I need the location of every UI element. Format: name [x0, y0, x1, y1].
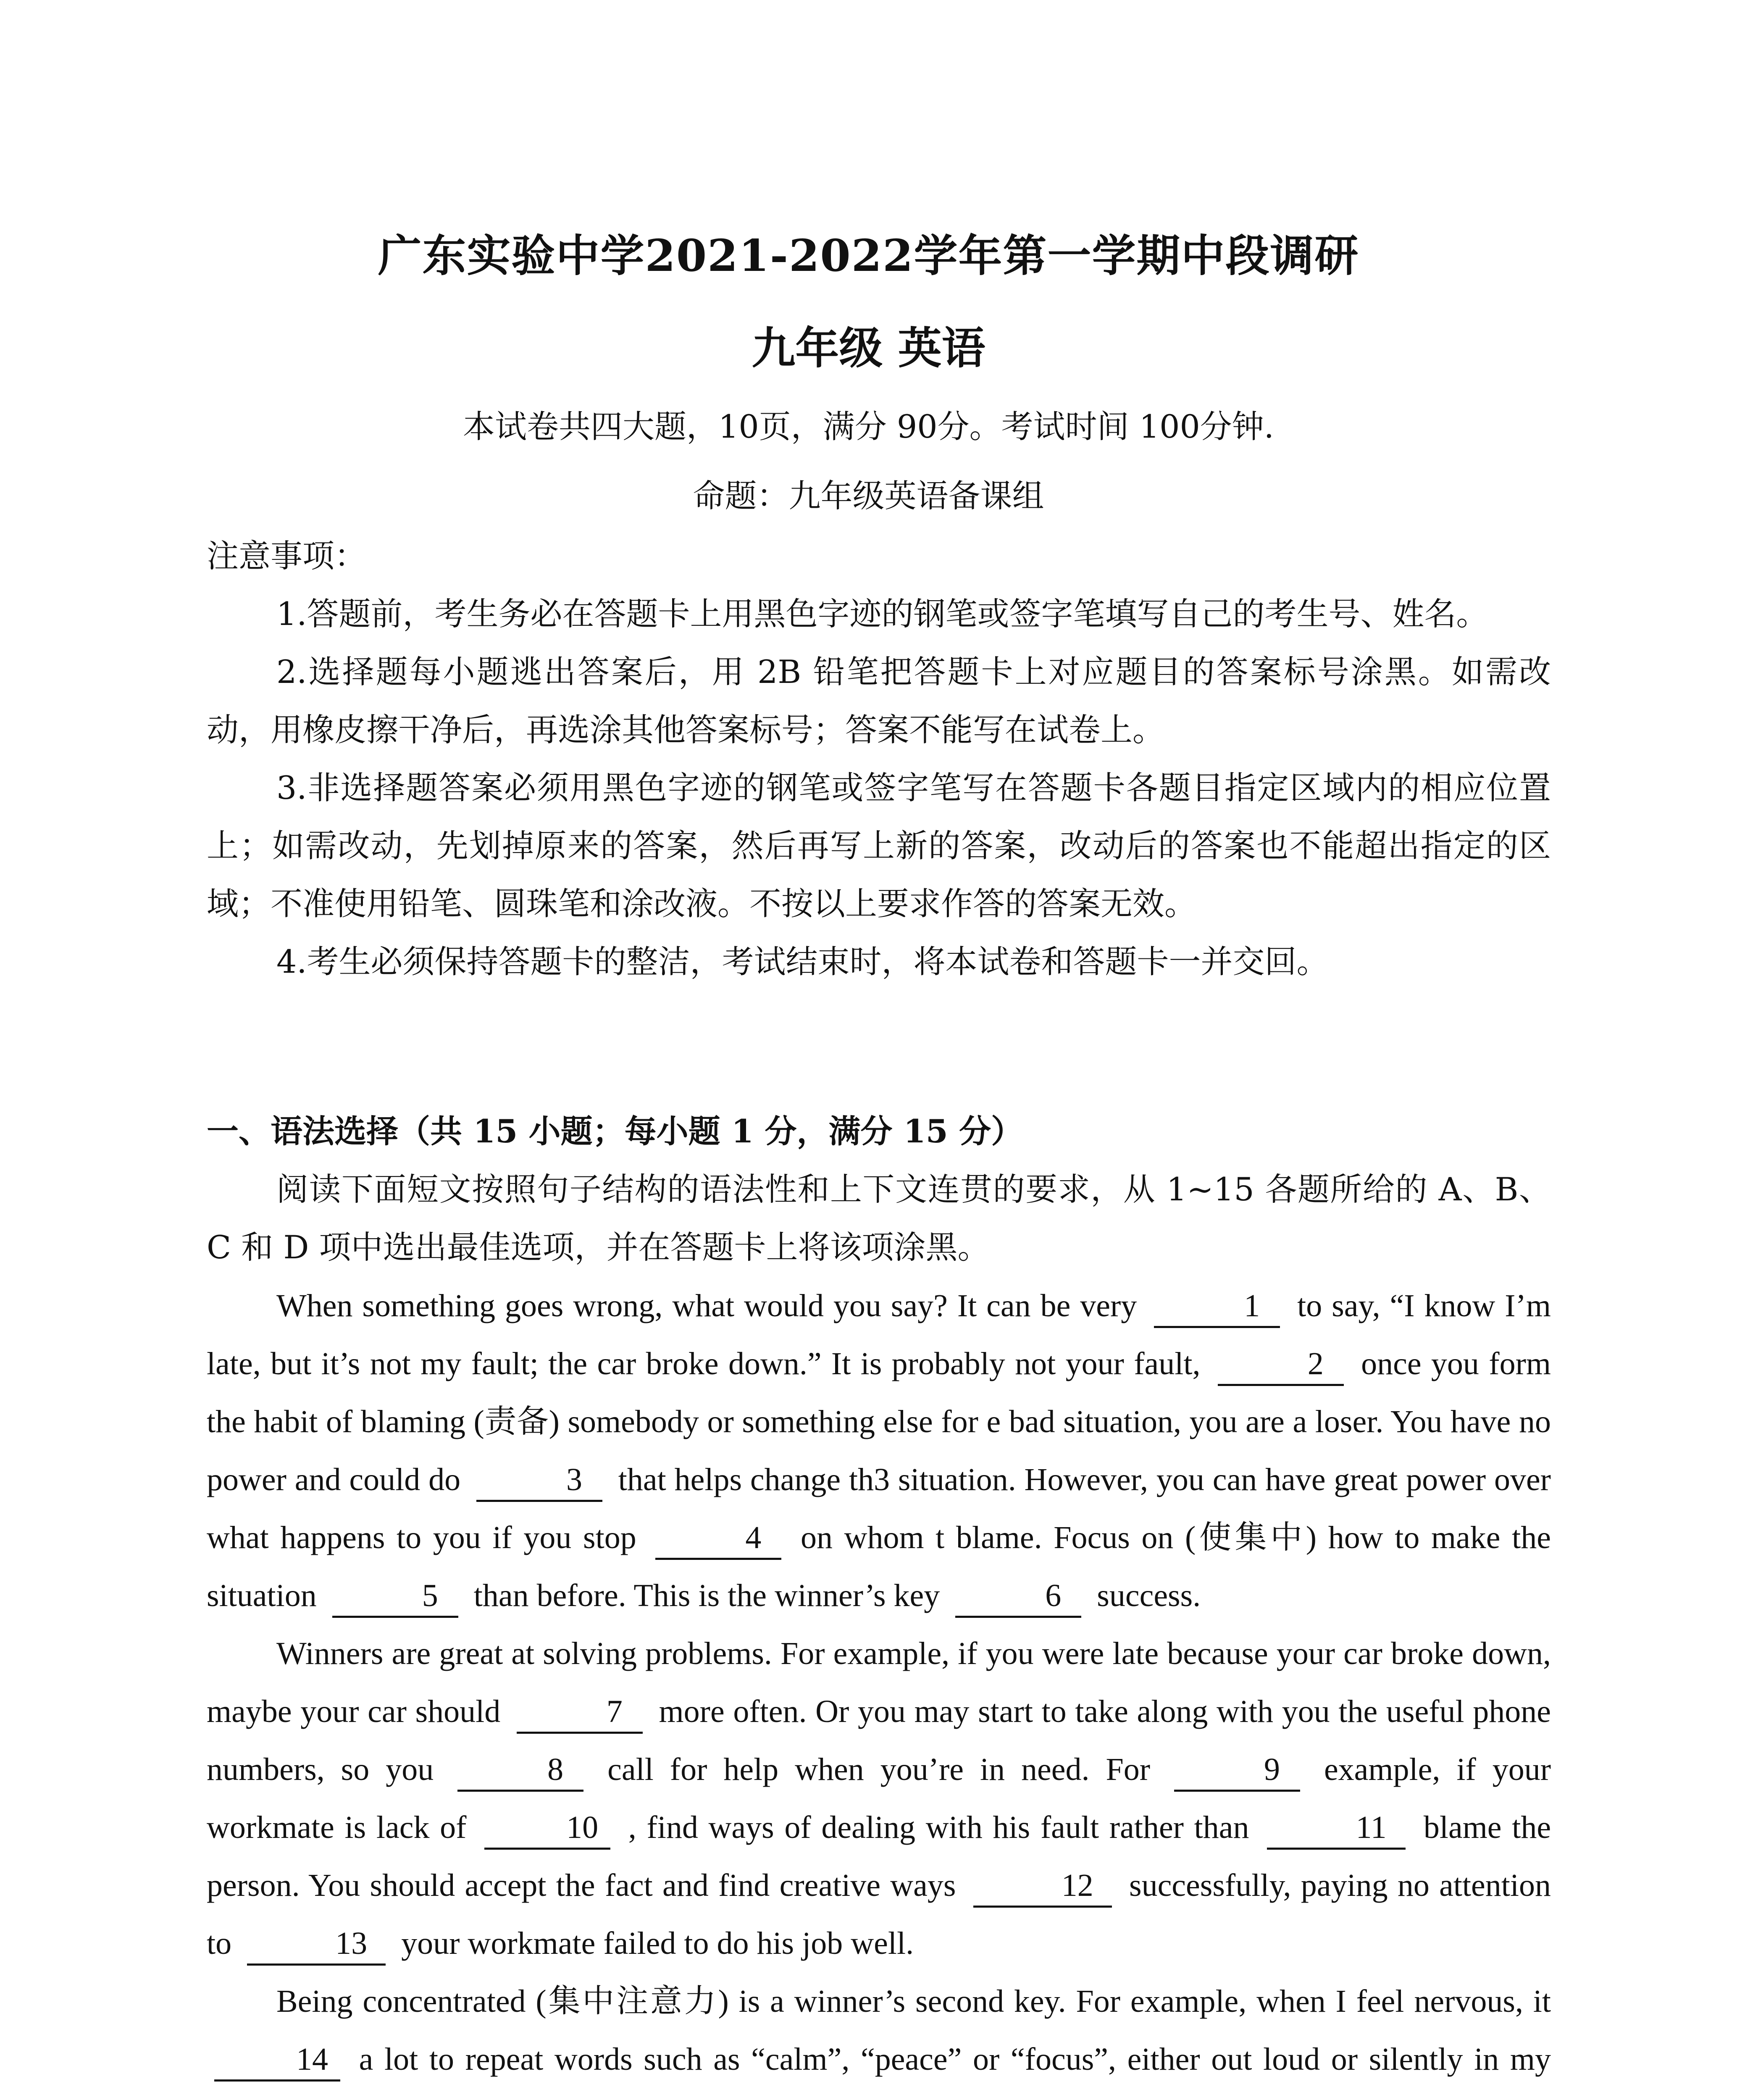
blank-1: 1	[1154, 1286, 1280, 1328]
note-item: 3.非选择题答案必须用黑色字迹的钢笔或签字笔写在答题卡各题目指定区域内的相应位置上；如需改动，先划掉原来的答案，然后再写上新的答案，改动后的答案也不能超出指定的区域；不准使用铅笔、圆珠笔和涂改液。不按以上要求作答的答案无效。	[207, 769, 1551, 922]
blank-4: 4	[655, 1517, 781, 1560]
note-item: 1.答题前，考生务必在答题卡上用黑色字迹的钢笔或签字笔填写自己的考生号、姓名。	[276, 595, 1488, 633]
passage-text: Being concentrated (集中注意力) is a winner’s second key. For example, when I feel nervous, it	[276, 1984, 1551, 2019]
passage-text: more often. Or you may start to take along with you the useful phone numbers, so you	[207, 1694, 1551, 1787]
blank-14: 14	[214, 2039, 340, 2082]
passage-text: successfully, paying no attention to	[207, 1868, 1551, 1961]
exam-subtitle: 九年级 英语	[752, 322, 985, 374]
passage-text: , find ways of dealing with his fault rather than	[628, 1810, 1249, 1845]
passage-paragraph-1	[207, 1277, 1551, 1625]
blank-2: 2	[1218, 1344, 1344, 1386]
passage-text: blame the person. You should accept the fact and find creative ways	[207, 1810, 1551, 1903]
blank-12: 12	[973, 1865, 1112, 1908]
blank-7: 7	[517, 1691, 643, 1734]
notes-section	[207, 527, 1551, 991]
exam-info: 本试卷共四大题，10页，满分 90分。考试时间 100分钟.	[463, 408, 1274, 445]
passage-text: a lot to repeat words such as “calm”, “peace” or “focus”, either out loud or silently in my	[359, 2042, 1551, 2077]
section-instruction: 阅读下面短文按照句子结构的语法性和上下文连贯的要求，从 1~15 各题所给的 A、B、C 和 D 项中选出最佳选项，并在答题卡上将该项涂黑。	[207, 1171, 1551, 1266]
notes-heading: 注意事项：	[207, 537, 366, 575]
passage-text: on whom t blame. Focus on (使集中) how to make the situation	[207, 1520, 1551, 1613]
section-1	[207, 1102, 1551, 1276]
passage-text: once you form the habit of blaming (责备) somebody or something else for e bad situation, you are a loser. You have no power and could do	[207, 1346, 1551, 1497]
passage-text: to say, “I know I’m late, but it’s not my fault; the car broke down.” It is probably not your fault,	[207, 1288, 1551, 1381]
blank-3: 3	[476, 1460, 602, 1502]
reading-passage	[207, 1277, 1551, 2100]
blank-5: 5	[332, 1575, 458, 1618]
passage-paragraph-3	[207, 1972, 1551, 2100]
blank-8: 8	[457, 1749, 583, 1792]
blank-11: 11	[1267, 1807, 1406, 1850]
author-line: 命题：九年级英语备课组	[693, 477, 1044, 514]
blank-6: 6	[955, 1575, 1081, 1618]
note-item: 2.选择题每小题逃出答案后，用 2B 铅笔把答题卡上对应题目的答案标号涂黑。如需改动，用橡皮擦干净后，再选涂其他答案标号；答案不能写在试卷上。	[207, 653, 1551, 748]
note-item: 4.考生必须保持答题卡的整洁，考试结束时，将本试卷和答题卡一并交回。	[276, 943, 1329, 980]
blank-10: 10	[484, 1807, 610, 1850]
blank-9: 9	[1174, 1749, 1300, 1792]
section-heading: 一、语法选择（共 15 小题；每小题 1 分，满分 15 分）	[207, 1113, 1023, 1150]
passage-text: that helps change th3 situation. However, you can have great power over what happens to you if you stop	[207, 1462, 1551, 1555]
blank-13: 13	[247, 1923, 386, 1966]
passage-text: Winners are great at solving problems. For example, if you were late because your car broke down, maybe your car should	[207, 1636, 1551, 1729]
exam-title: 广东实验中学2021-2022学年第一学期中段调研	[378, 230, 1359, 281]
passage-text: When something goes wrong, what would you say? It can be very	[276, 1288, 1137, 1323]
passage-paragraph-2	[207, 1625, 1551, 1972]
passage-text: example, if your workmate is lack of	[207, 1752, 1551, 1845]
passage-text: call for help when you’re in need. For	[607, 1752, 1151, 1787]
passage-text: than before. This is the winner’s key	[473, 1578, 940, 1613]
passage-text: success.	[1097, 1578, 1201, 1613]
passage-text: your workmate failed to do his job well.	[401, 1926, 914, 1961]
